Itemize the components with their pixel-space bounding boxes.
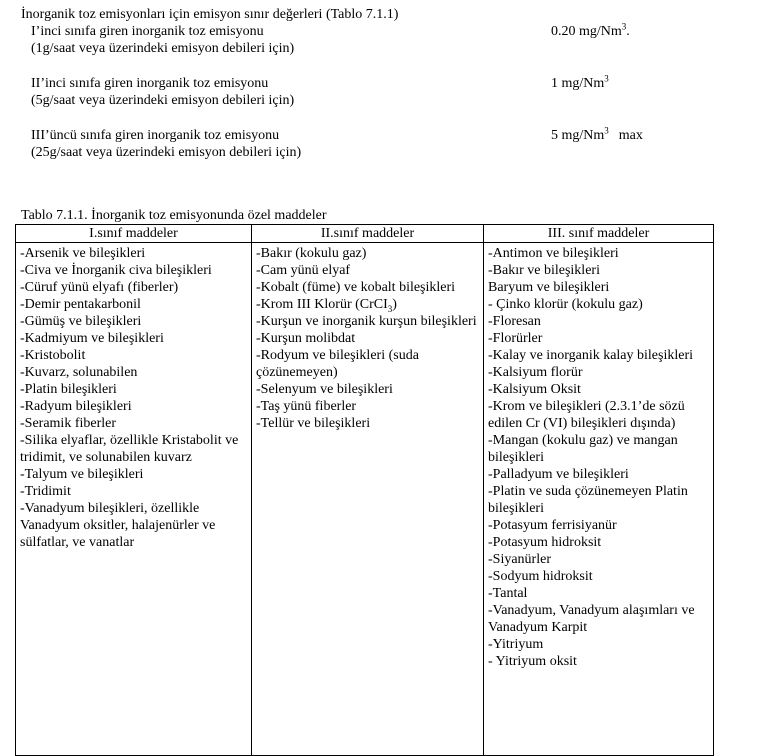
substance-item: -Seramik fiberler: [20, 416, 117, 431]
limit-value: 0.20 mg/Nm$^3$.: [551, 21, 630, 39]
limit-value: 5 mg/Nm$^3$ max: [551, 125, 643, 143]
substance-item: -Potasyum hidroksit: [488, 535, 602, 550]
substance-item: -Palladyum ve bileşikleri: [488, 467, 629, 482]
substance-item: -Gümüş ve bileşikleri: [20, 314, 142, 329]
substance-item: -Florürler: [488, 331, 543, 346]
substance-item: -Rodyum ve bileşikleri (suda çözünemeyen): [256, 348, 419, 380]
class-1-substances: [16, 243, 252, 756]
substance-item: -Krom ve bileşikleri (2.3.1’de sözü edilen Cr (VI) bileşikleri dışında): [488, 399, 685, 431]
substance-item: -Kurşun ve inorganik kurşun bileşikleri: [256, 314, 477, 329]
substance-item: -Kadmiyum ve bileşikleri: [20, 331, 164, 346]
limit-value: 1 mg/Nm$^3$: [551, 73, 609, 91]
substance-item: -Kristobolit: [20, 348, 86, 363]
substance-item: -Cüruf yünü elyafı (fiberler): [20, 280, 179, 295]
substance-item: -Tridimit: [20, 484, 71, 499]
substance-item: -Yitriyum: [488, 637, 544, 652]
substance-item: -Kuvarz, solunabilen: [20, 365, 138, 380]
substance-item: -Silika elyaflar, özellikle Kristabolit ve tridimit, ve solunabilen kuvarz: [20, 433, 239, 465]
substance-item: -Platin bileşikleri: [20, 382, 117, 397]
limit-row-class-2: [31, 75, 751, 109]
substance-item: -Mangan (kokulu gaz) ve mangan bileşikleri: [488, 433, 678, 465]
table-caption: Tablo 7.1.1. İnorganik toz emisyonunda özel maddeler: [21, 208, 327, 223]
limit-row-class-1: [31, 23, 751, 57]
chemical-subscript: 3: [387, 303, 393, 314]
substance-item: -Tellür ve bileşikleri: [256, 416, 371, 431]
substance-item: -Antimon ve bileşikleri: [488, 246, 619, 261]
class-2-substances: [252, 243, 484, 756]
limit-condition: (25g/saat veya üzerindeki emisyon debileri için): [31, 145, 302, 160]
substance-item: -Vanadyum, Vanadyum alaşımları ve Vanadyum Karpit: [488, 603, 695, 635]
emission-limits-section: [21, 6, 751, 161]
substance-item: -Radyum bileşikleri: [20, 399, 132, 414]
chemical-close-paren: ): [392, 297, 397, 312]
substance-item: -Potasyum ferrisiyanür: [488, 518, 617, 533]
substance-item: Baryum ve bileşikleri: [488, 280, 610, 295]
substance-item: -Selenyum ve bileşikleri: [256, 382, 393, 397]
substance-item: -Talyum ve bileşikleri: [20, 467, 144, 482]
limit-description: III’üncü sınıfa giren inorganik toz emisyonu: [31, 128, 280, 143]
limit-condition: (5g/saat veya üzerindeki emisyon debileri için): [31, 93, 295, 108]
header-class-2: II.sınıf maddeler: [252, 225, 484, 243]
substance-item: -Bakır (kokulu gaz): [256, 246, 367, 261]
substance-item: -Siyanürler: [488, 552, 551, 567]
substance-item: -Kalsiyum Oksit: [488, 382, 581, 397]
substance-item: -Taş yünü fiberler: [256, 399, 357, 414]
limit-description: I’inci sınıfa giren inorganik toz emisyonu: [31, 24, 264, 39]
limit-row-class-3: [31, 127, 751, 161]
special-substances-table: [15, 224, 714, 756]
substance-item: -Floresan: [488, 314, 541, 329]
substance-item: -Kurşun molibdat: [256, 331, 356, 346]
substance-item: [256, 296, 479, 313]
table-header-row: [16, 225, 714, 243]
header-class-1: I.sınıf maddeler: [16, 225, 252, 243]
substance-item: -Tantal: [488, 586, 528, 601]
substance-item: -Kobalt (füme) ve kobalt bileşikleri: [256, 280, 456, 295]
substance-item: -Demir pentakarbonil: [20, 297, 141, 312]
section-title: İnorganik toz emisyonları için emisyon sınır değerleri (Tablo 7.1.1): [21, 7, 399, 22]
header-class-3: III. sınıf maddeler: [484, 225, 714, 243]
substance-item: -Kalsiyum florür: [488, 365, 583, 380]
substance-item: -Bakır ve bileşikleri: [488, 263, 600, 278]
substance-item: - Yitriyum oksit: [488, 654, 577, 669]
substance-item: -Cam yünü elyaf: [256, 263, 351, 278]
limit-description: II’inci sınıfa giren inorganik toz emisyonu: [31, 76, 269, 91]
substance-text: -Krom III Klorür (CrCI: [256, 297, 388, 312]
substance-item: -Arsenik ve bileşikleri: [20, 246, 146, 261]
substance-item: -Vanadyum bileşikleri, özellikle Vanadyum oksitler, halajenürler ve sülfatlar, ve vanatlar: [20, 501, 216, 550]
substance-item: - Çinko klorür (kokulu gaz): [488, 297, 643, 312]
substance-item: -Civa ve İnorganik civa bileşikleri: [20, 263, 212, 278]
class-3-substances: [484, 243, 714, 756]
limit-condition: (1g/saat veya üzerindeki emisyon debileri için): [31, 41, 295, 56]
substance-item: -Sodyum hidroksit: [488, 569, 593, 584]
substance-item: -Platin ve suda çözünemeyen Platin bileşikleri: [488, 484, 688, 516]
substance-item: -Kalay ve inorganik kalay bileşikleri: [488, 348, 694, 363]
table-body-row: [16, 243, 714, 756]
